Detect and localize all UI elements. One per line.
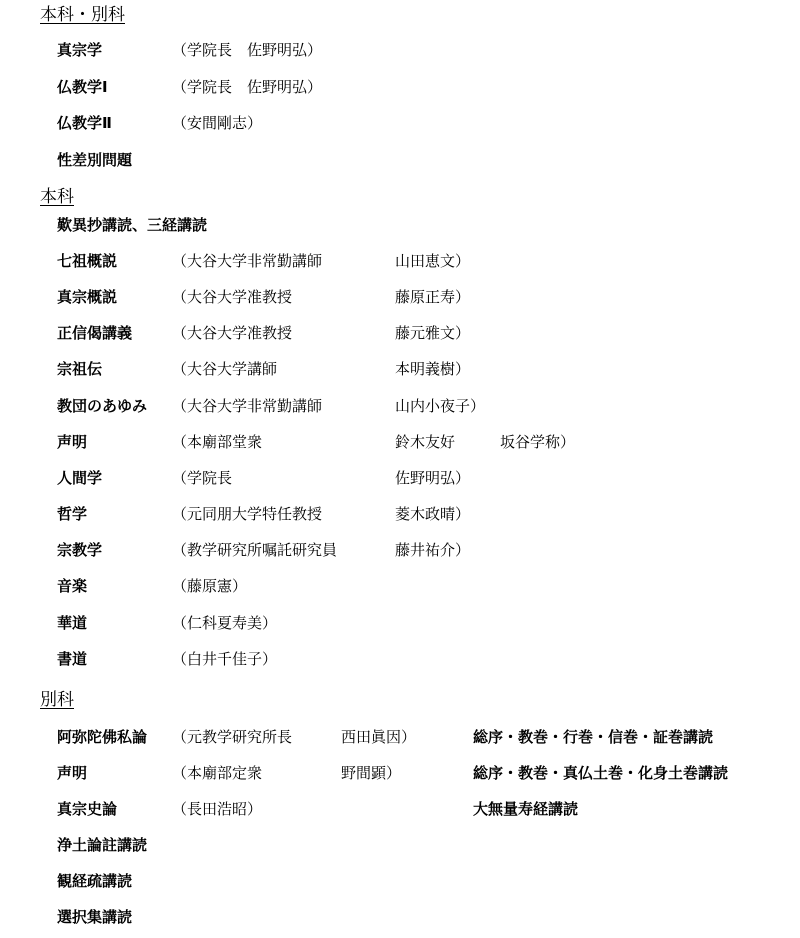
- course-subject: 七祖概説: [57, 252, 118, 270]
- course-affiliation: （元教学研究所長: [172, 728, 293, 746]
- section-heading-honka: 本科: [40, 187, 74, 207]
- course-subject: 性差別問題: [57, 151, 133, 169]
- course-row: [0, 834, 800, 856]
- course-affiliation: （大谷大学准教授: [172, 288, 293, 306]
- course-instructor: （長田浩昭）: [172, 800, 263, 818]
- section-heading-common: 本科・別科: [40, 5, 125, 25]
- course-instructor-name-2: 坂谷学称）: [500, 433, 576, 451]
- course-instructor-name: 山田恵文）: [395, 252, 471, 270]
- course-affiliation: （教学研究所嘱託研究員: [172, 541, 338, 559]
- course-row: [0, 648, 800, 670]
- course-row: [0, 575, 800, 597]
- course-subject: 阿弥陀佛私論: [57, 728, 148, 746]
- course-row: [0, 539, 800, 561]
- course-row: [0, 39, 800, 61]
- course-instructor: （白井千佳子）: [172, 650, 278, 668]
- course-instructor-name: 野間顕）: [341, 764, 402, 782]
- course-affiliation: （大谷大学准教授: [172, 324, 293, 342]
- course-row: [0, 503, 800, 525]
- course-subject: 音楽: [57, 577, 88, 595]
- course-subject: 仏教学Ⅰ: [57, 78, 108, 96]
- course-subject: 哲学: [57, 505, 88, 523]
- course-instructor-name: 藤元雅文）: [395, 324, 471, 342]
- course-instructor-name: 藤井祐介）: [395, 541, 471, 559]
- course-instructor-name: 鈴木友好: [395, 433, 456, 451]
- course-row: [0, 214, 800, 236]
- course-subject: 真宗学: [57, 41, 103, 59]
- course-subject: 選択集講読: [57, 908, 133, 926]
- course-subject: 観経疏講読: [57, 872, 133, 890]
- course-row: [0, 149, 800, 171]
- course-row: [0, 762, 800, 784]
- section-heading-bekka: 別科: [40, 690, 74, 710]
- course-row: [0, 112, 800, 134]
- course-subject: 浄土論註講読: [57, 836, 148, 854]
- course-instructor: （仁科夏寿美）: [172, 614, 278, 632]
- course-affiliation: （本廟部定衆: [172, 764, 263, 782]
- course-reading-title: 総序・教巻・行巻・信巻・証巻講読: [473, 728, 714, 746]
- course-subject: 声明: [57, 433, 88, 451]
- course-instructor-name: 山内小夜子）: [395, 397, 486, 415]
- course-row: [0, 395, 800, 417]
- course-affiliation: （本廟部堂衆: [172, 433, 263, 451]
- course-row: [0, 467, 800, 489]
- course-subject: 仏教学Ⅱ: [57, 114, 112, 132]
- course-subject: 正信偈講義: [57, 324, 133, 342]
- course-row: [0, 76, 800, 98]
- course-affiliation: （大谷大学講師: [172, 360, 278, 378]
- course-affiliation: （大谷大学非常勤講師: [172, 397, 323, 415]
- course-subject: 華道: [57, 614, 88, 632]
- course-row: [0, 612, 800, 634]
- course-affiliation: （大谷大学非常勤講師: [172, 252, 323, 270]
- course-instructor-name: 本明義樹）: [395, 360, 471, 378]
- course-instructor: （学院長 佐野明弘）: [172, 78, 323, 96]
- course-lead: 歎異抄講読、三経講読: [57, 216, 208, 234]
- course-row: [0, 322, 800, 344]
- course-instructor-name: 菱木政晴）: [395, 505, 471, 523]
- course-row: [0, 870, 800, 892]
- course-affiliation: （元同朋大学特任教授: [172, 505, 323, 523]
- course-subject: 宗祖伝: [57, 360, 103, 378]
- course-instructor-name: 西田眞因）: [341, 728, 417, 746]
- course-instructor: （安間剛志）: [172, 114, 263, 132]
- course-instructor: （学院長 佐野明弘）: [172, 41, 323, 59]
- course-row: [0, 286, 800, 308]
- course-row: [0, 798, 800, 820]
- course-row: [0, 906, 800, 928]
- course-subject: 真宗史論: [57, 800, 118, 818]
- course-subject: 書道: [57, 650, 88, 668]
- course-subject: 宗教学: [57, 541, 103, 559]
- course-row: [0, 250, 800, 272]
- course-row: [0, 358, 800, 380]
- course-instructor: （藤原憲）: [172, 577, 248, 595]
- course-subject: 真宗概説: [57, 288, 118, 306]
- course-row: [0, 726, 800, 748]
- course-affiliation: （学院長: [172, 469, 233, 487]
- course-instructor-name: 藤原正寿）: [395, 288, 471, 306]
- course-row: [0, 431, 800, 453]
- course-reading-title: 大無量寿経講読: [473, 800, 579, 818]
- course-reading-title: 総序・教巻・真仏土巻・化身土巻講読: [473, 764, 729, 782]
- course-subject: 声明: [57, 764, 88, 782]
- course-instructor-name: 佐野明弘）: [395, 469, 471, 487]
- course-subject: 教団のあゆみ: [57, 397, 148, 415]
- course-subject: 人間学: [57, 469, 103, 487]
